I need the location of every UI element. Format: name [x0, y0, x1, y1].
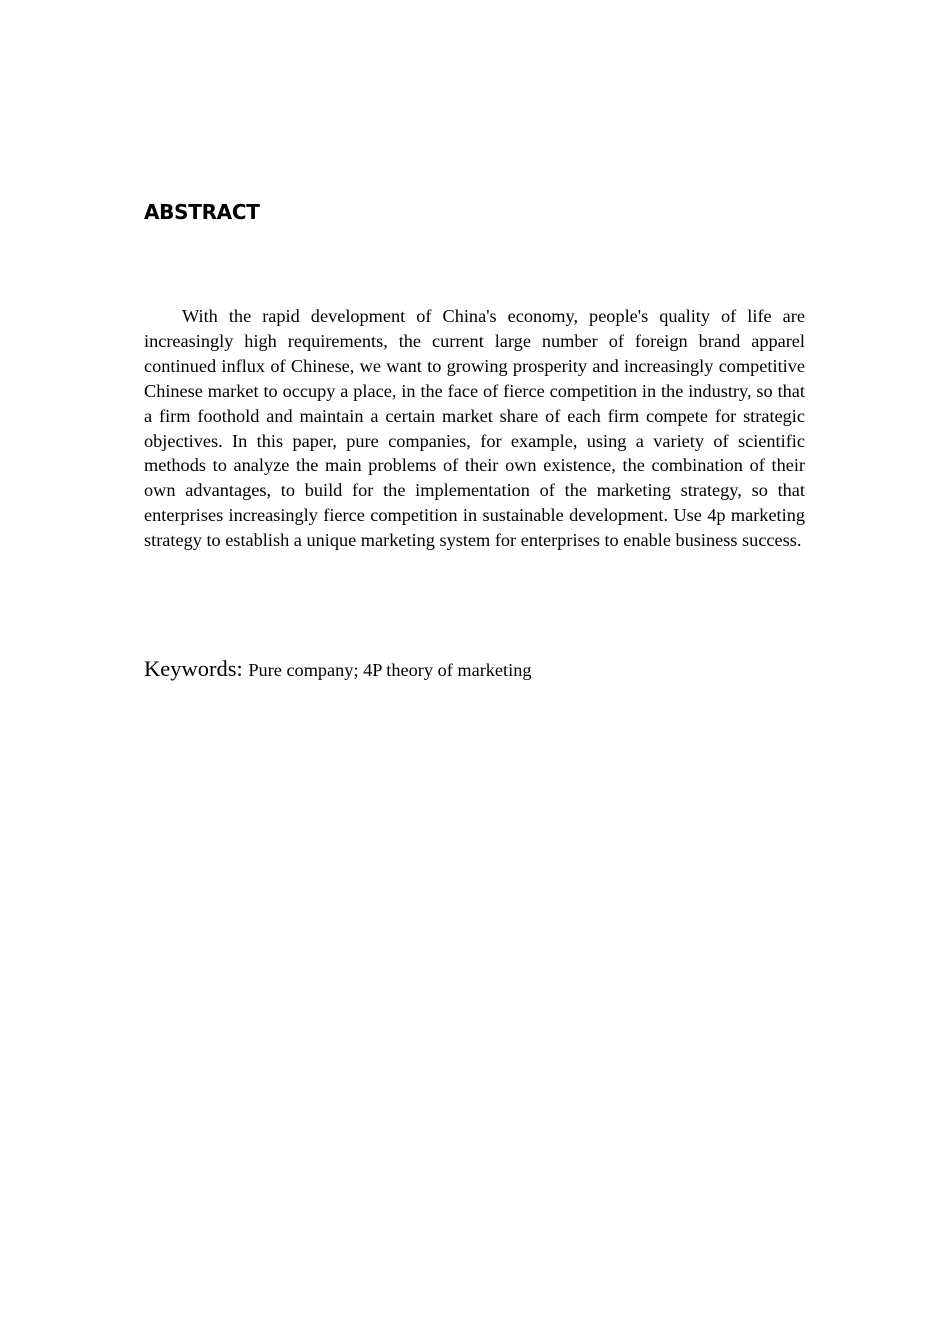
- keywords-text: Pure company; 4P theory of marketing: [248, 660, 532, 680]
- keywords-label: Keywords:: [144, 656, 249, 681]
- abstract-body: With the rapid development of China's economy, people's quality of life are increasingly high requirements, the current large number of foreign brand apparel continued influx of Chinese, we want to growing prosperity and increasingly competitive Chinese market to occupy a place, in the face of fierce competition in the industry, so that a firm foothold and maintain a certain market share of each firm compete for strategic objectives. In this paper, pure companies, for example, using a variety of scientific methods to analyze the main problems of their own existence, the combination of their own advantages, to build for the implementation of the marketing strategy, so that enterprises increasingly fierce competition in sustainable development. Use 4p marketing strategy to establish a unique marketing system for enterprises to enable business success.: [144, 306, 805, 551]
- abstract-heading: ABSTRACT: [144, 200, 260, 224]
- keywords-line: [144, 656, 532, 682]
